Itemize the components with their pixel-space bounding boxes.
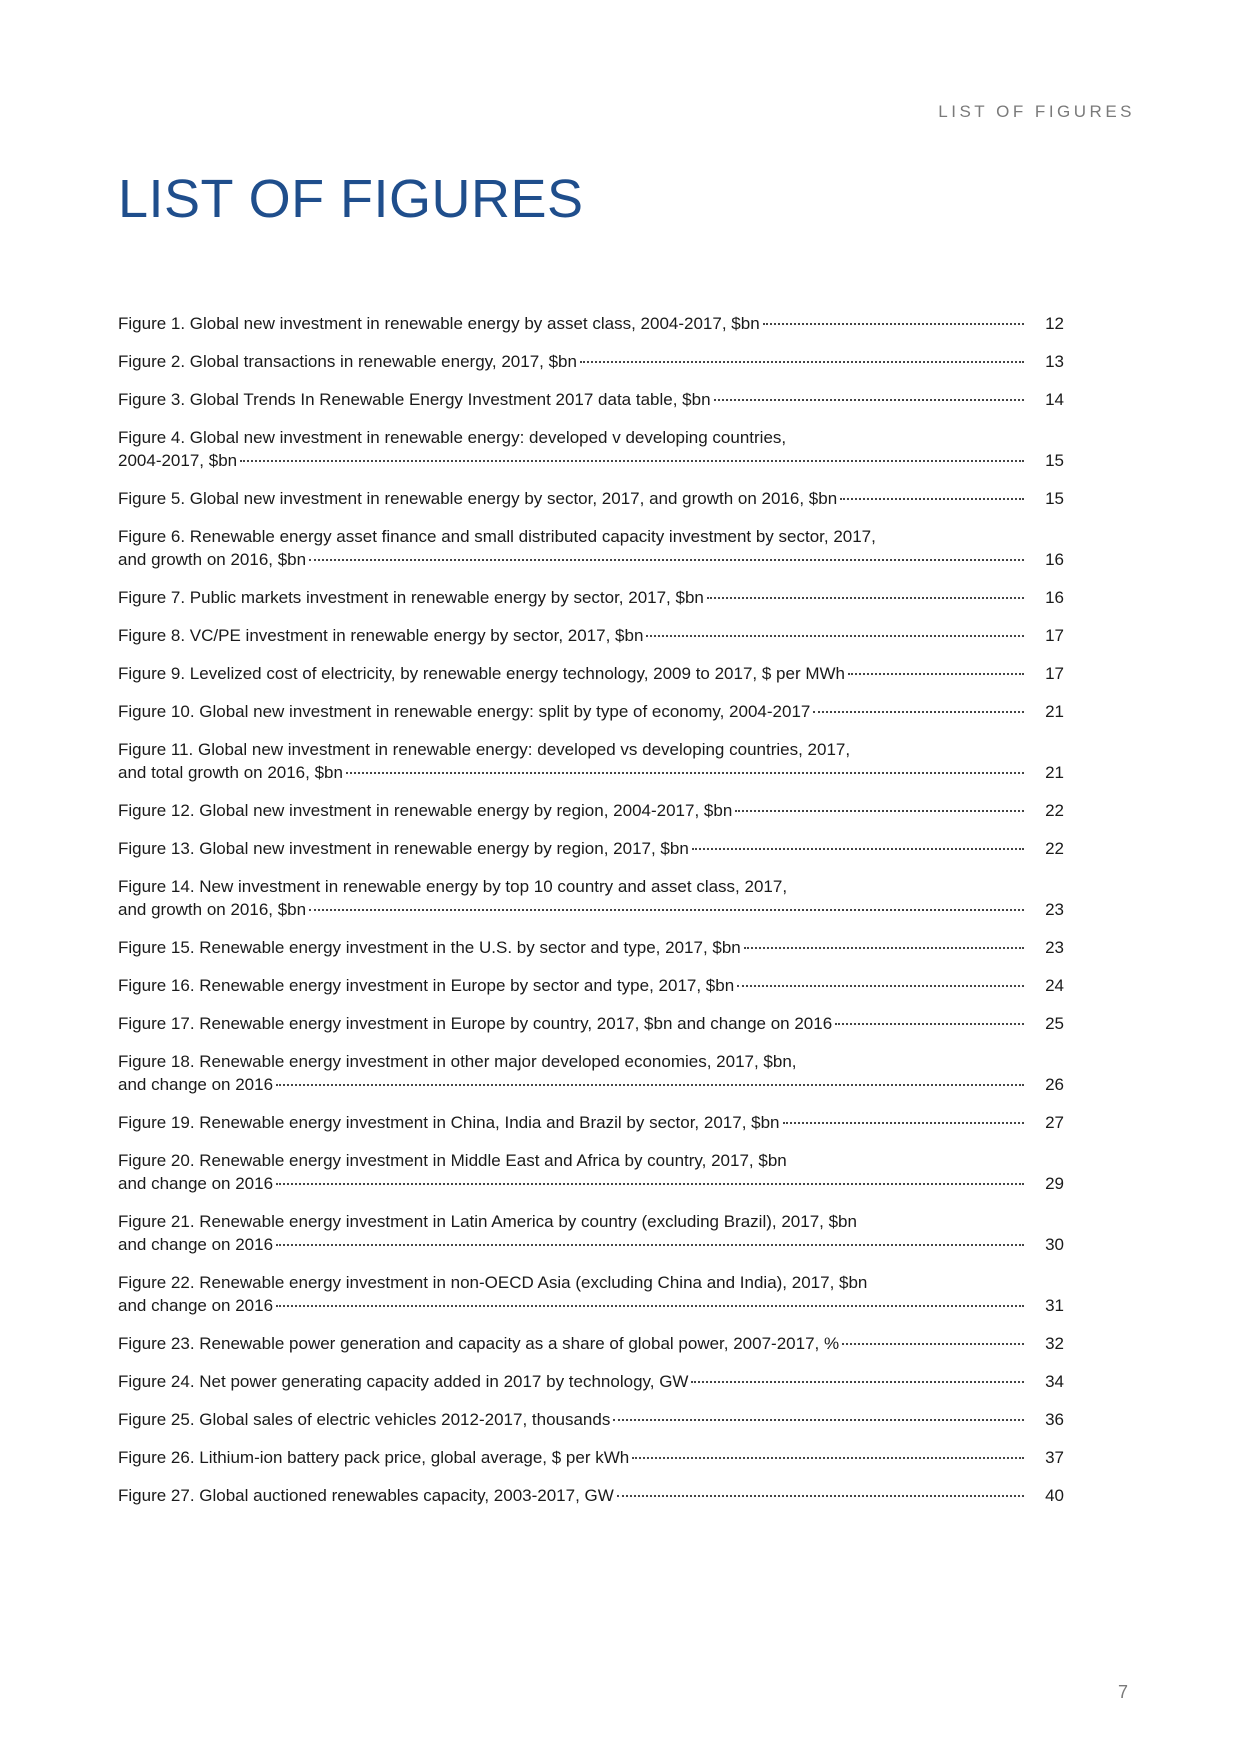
dot-leader <box>613 1419 1024 1421</box>
dot-leader <box>813 711 1024 713</box>
dot-leader <box>737 985 1024 987</box>
toc-entry-page: 23 <box>1045 900 1064 919</box>
toc-entry-page: 29 <box>1045 1174 1064 1193</box>
dot-leader <box>276 1084 1024 1086</box>
toc-entry-page: 31 <box>1045 1296 1064 1315</box>
toc-entry-title: and growth on 2016, $bn <box>118 900 307 919</box>
toc-entry[interactable] <box>118 388 1064 411</box>
toc-entry[interactable] <box>118 1484 1064 1507</box>
toc-entry-title: Figure 5. Global new investment in renewable energy by sector, 2017, and growth on 2016, $bn <box>118 489 838 508</box>
toc-entry-row <box>118 936 1064 959</box>
toc-entry-page: 27 <box>1045 1113 1064 1132</box>
toc-entry[interactable] <box>118 624 1064 647</box>
toc-entry-title-line: Figure 14. New investment in renewable energy by top 10 country and asset class, 2017, <box>118 877 788 896</box>
dot-leader <box>580 361 1024 363</box>
toc-entry[interactable] <box>118 525 1064 571</box>
dot-leader <box>617 1495 1024 1497</box>
toc-entry-row <box>118 388 1064 411</box>
toc-entry-page: 34 <box>1045 1372 1064 1391</box>
dot-leader <box>840 498 1024 500</box>
dot-leader <box>692 848 1024 850</box>
toc-entry-row <box>118 974 1064 997</box>
toc-entry-title: Figure 1. Global new investment in renewable energy by asset class, 2004-2017, $bn <box>118 314 760 333</box>
toc-entry-title: and change on 2016 <box>118 1075 274 1094</box>
toc-entry-title: Figure 9. Levelized cost of electricity, by renewable energy technology, 2009 to 2017, $ per MWh <box>118 664 845 683</box>
toc-entry-row <box>118 312 1064 335</box>
toc-entry-title: and change on 2016 <box>118 1296 274 1315</box>
toc-entry[interactable] <box>118 837 1064 860</box>
list-of-figures <box>118 312 1064 1522</box>
toc-entry-page: 32 <box>1045 1334 1064 1353</box>
dot-leader <box>240 460 1024 462</box>
toc-entry-title: Figure 24. Net power generating capacity added in 2017 by technology, GW <box>118 1372 689 1391</box>
toc-entry-title-line: Figure 21. Renewable energy investment in Latin America by country (excluding Brazil), 2017, $bn <box>118 1212 857 1231</box>
toc-entry-row <box>118 837 1064 860</box>
toc-entry-title: Figure 7. Public markets investment in renewable energy by sector, 2017, $bn <box>118 588 704 607</box>
toc-entry-page: 15 <box>1045 451 1064 470</box>
toc-entry[interactable] <box>118 350 1064 373</box>
toc-entry-title: Figure 16. Renewable energy investment in Europe by sector and type, 2017, $bn <box>118 976 735 995</box>
toc-entry-page: 17 <box>1045 626 1064 645</box>
toc-entry[interactable] <box>118 1012 1064 1035</box>
toc-entry[interactable] <box>118 1111 1064 1134</box>
dot-leader <box>744 947 1024 949</box>
toc-entry-row <box>118 1408 1064 1431</box>
toc-entry-row <box>118 586 1064 609</box>
dot-leader <box>735 810 1024 812</box>
toc-entry-page: 37 <box>1045 1448 1064 1467</box>
toc-entry[interactable] <box>118 1446 1064 1469</box>
dot-leader <box>646 635 1024 637</box>
toc-entry[interactable] <box>118 426 1064 472</box>
dot-leader <box>707 597 1024 599</box>
toc-entry-title: Figure 23. Renewable power generation and capacity as a share of global power, 2007-2017, % <box>118 1334 840 1353</box>
toc-entry-title-line: Figure 11. Global new investment in renewable energy: developed vs developing countries, 2017, <box>118 740 851 759</box>
toc-entry-page: 24 <box>1045 976 1064 995</box>
toc-entry-title: Figure 19. Renewable energy investment in China, India and Brazil by sector, 2017, $bn <box>118 1113 780 1132</box>
toc-entry-page: 40 <box>1045 1486 1064 1505</box>
toc-entry-title-line: Figure 6. Renewable energy asset finance and small distributed capacity investment by sector, 2017, <box>118 527 876 546</box>
toc-entry-page: 21 <box>1045 702 1064 721</box>
toc-entry-row <box>118 662 1064 685</box>
toc-entry[interactable] <box>118 487 1064 510</box>
toc-entry[interactable] <box>118 312 1064 335</box>
toc-entry-title: Figure 2. Global transactions in renewable energy, 2017, $bn <box>118 352 577 371</box>
toc-entry[interactable] <box>118 799 1064 822</box>
toc-entry-title: Figure 3. Global Trends In Renewable Energy Investment 2017 data table, $bn <box>118 390 711 409</box>
toc-entry-title: Figure 12. Global new investment in renewable energy by region, 2004-2017, $bn <box>118 801 733 820</box>
toc-entry[interactable] <box>118 1149 1064 1195</box>
dot-leader <box>276 1183 1024 1185</box>
dot-leader <box>691 1381 1024 1383</box>
toc-entry-title: and change on 2016 <box>118 1235 274 1254</box>
toc-entry-page: 26 <box>1045 1075 1064 1094</box>
toc-entry[interactable] <box>118 936 1064 959</box>
dot-leader <box>276 1244 1024 1246</box>
toc-entry-page: 17 <box>1045 664 1064 683</box>
toc-entry-page: 13 <box>1045 352 1064 371</box>
dot-leader <box>783 1122 1024 1124</box>
toc-entry-title: Figure 27. Global auctioned renewables capacity, 2003-2017, GW <box>118 1486 614 1505</box>
toc-entry-page: 21 <box>1045 763 1064 782</box>
toc-entry-row <box>118 350 1064 373</box>
toc-entry-row <box>118 761 1064 784</box>
toc-entry-row <box>118 548 1064 571</box>
toc-entry-title-line: Figure 18. Renewable energy investment in other major developed economies, 2017, $bn, <box>118 1052 797 1071</box>
toc-entry-row <box>118 1370 1064 1393</box>
toc-entry-page: 14 <box>1045 390 1064 409</box>
toc-entry[interactable] <box>118 875 1064 921</box>
toc-entry-title: Figure 10. Global new investment in renewable energy: split by type of economy, 2004-2017 <box>118 702 811 721</box>
toc-entry-page: 15 <box>1045 489 1064 508</box>
dot-leader <box>346 772 1024 774</box>
toc-entry-row <box>118 449 1064 472</box>
toc-entry-page: 16 <box>1045 550 1064 569</box>
toc-entry-page: 16 <box>1045 588 1064 607</box>
toc-entry-row <box>118 1446 1064 1469</box>
toc-entry-page: 25 <box>1045 1014 1064 1033</box>
toc-entry-title: and growth on 2016, $bn <box>118 550 307 569</box>
toc-entry-row <box>118 1012 1064 1035</box>
dot-leader <box>309 559 1024 561</box>
toc-entry-row <box>118 1233 1064 1256</box>
running-header: LIST OF FIGURES <box>938 102 1135 121</box>
toc-entry[interactable] <box>118 662 1064 685</box>
dot-leader <box>276 1305 1024 1307</box>
page-number: 7 <box>1117 1682 1128 1702</box>
dot-leader <box>309 909 1024 911</box>
dot-leader <box>848 673 1024 675</box>
toc-entry-page: 22 <box>1045 801 1064 820</box>
toc-entry-row <box>118 700 1064 723</box>
toc-entry-title-line: Figure 22. Renewable energy investment in non-OECD Asia (excluding China and India), 2017, $bn <box>118 1273 868 1292</box>
toc-entry[interactable] <box>118 586 1064 609</box>
toc-entry-row <box>118 1332 1064 1355</box>
toc-entry-row <box>118 487 1064 510</box>
toc-entry-title: Figure 13. Global new investment in renewable energy by region, 2017, $bn <box>118 839 689 858</box>
page-title: LIST OF FIGURES <box>118 169 584 229</box>
toc-entry-row <box>118 624 1064 647</box>
toc-entry-title: and total growth on 2016, $bn <box>118 763 343 782</box>
toc-entry-title-line: Figure 4. Global new investment in renewable energy: developed v developing countries, <box>118 428 787 447</box>
toc-entry-page: 12 <box>1045 314 1064 333</box>
toc-entry-row <box>118 799 1064 822</box>
toc-entry[interactable] <box>118 1370 1064 1393</box>
toc-entry-row <box>118 1111 1064 1134</box>
toc-entry-page: 36 <box>1045 1410 1064 1429</box>
toc-entry[interactable] <box>118 1210 1064 1256</box>
toc-entry[interactable] <box>118 1408 1064 1431</box>
toc-entry-row <box>118 1073 1064 1096</box>
dot-leader <box>842 1343 1024 1345</box>
toc-entry-page: 22 <box>1045 839 1064 858</box>
toc-entry-title: Figure 17. Renewable energy investment in Europe by country, 2017, $bn and change on 2016 <box>118 1014 833 1033</box>
toc-entry-title: and change on 2016 <box>118 1174 274 1193</box>
dot-leader <box>714 399 1024 401</box>
toc-entry[interactable] <box>118 1271 1064 1317</box>
dot-leader <box>763 323 1024 325</box>
toc-entry[interactable] <box>118 974 1064 997</box>
dot-leader <box>835 1023 1024 1025</box>
toc-entry[interactable] <box>118 1050 1064 1096</box>
toc-entry[interactable] <box>118 1332 1064 1355</box>
toc-entry-title: Figure 15. Renewable energy investment in the U.S. by sector and type, 2017, $bn <box>118 938 741 957</box>
toc-entry[interactable] <box>118 738 1064 784</box>
toc-entry-title: Figure 25. Global sales of electric vehicles 2012-2017, thousands <box>118 1410 611 1429</box>
toc-entry-title-line: Figure 20. Renewable energy investment in Middle East and Africa by country, 2017, $bn <box>118 1151 787 1170</box>
toc-entry[interactable] <box>118 700 1064 723</box>
toc-entry-row <box>118 1484 1064 1507</box>
toc-entry-row <box>118 1172 1064 1195</box>
toc-entry-page: 23 <box>1045 938 1064 957</box>
toc-entry-title: Figure 8. VC/PE investment in renewable energy by sector, 2017, $bn <box>118 626 644 645</box>
toc-entry-page: 30 <box>1045 1235 1064 1254</box>
toc-entry-row <box>118 1294 1064 1317</box>
toc-entry-title: 2004-2017, $bn <box>118 451 238 470</box>
dot-leader <box>632 1457 1024 1459</box>
toc-entry-title: Figure 26. Lithium-ion battery pack price, global average, $ per kWh <box>118 1448 630 1467</box>
toc-entry-row <box>118 898 1064 921</box>
